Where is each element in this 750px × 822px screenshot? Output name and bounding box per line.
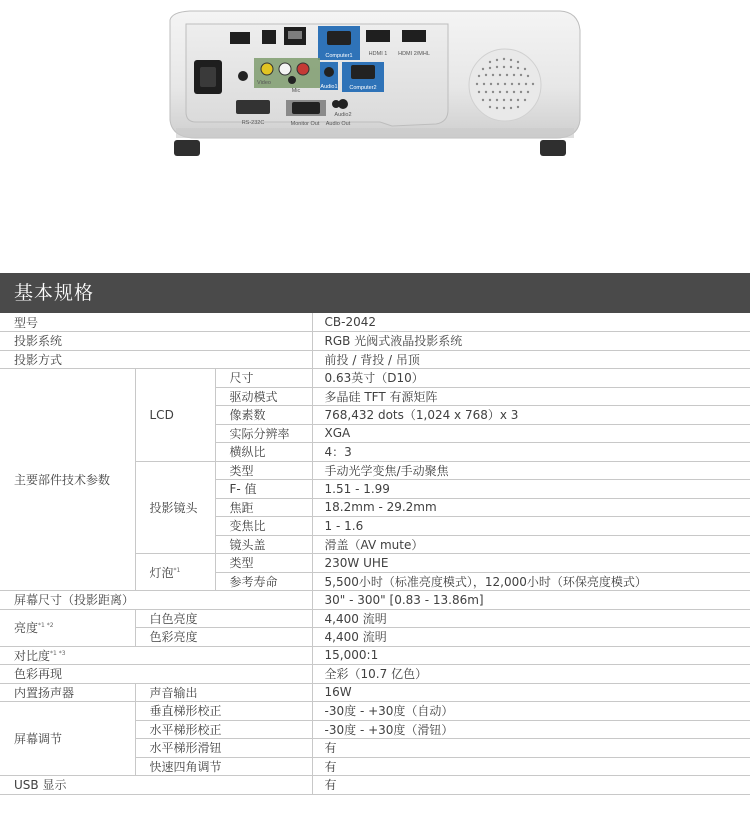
audio1-label: Audio1 xyxy=(320,84,338,90)
row-label: 变焦比 xyxy=(215,517,312,536)
vga-port-computer2-icon xyxy=(351,65,375,79)
monitor-out-port-icon xyxy=(292,102,320,114)
product-image xyxy=(0,0,750,250)
row-label: 实际分辨率 xyxy=(215,424,312,443)
row-label: 尺寸 xyxy=(215,369,312,388)
row-label: 横纵比 xyxy=(215,443,312,462)
row-value: 有 xyxy=(312,757,750,776)
row-value: RGB 光阀式液晶投影系统 xyxy=(312,332,750,351)
group-label-screen-adjust: 屏幕调节 xyxy=(0,702,135,776)
row-label: 型号 xyxy=(0,313,312,332)
row-value: CB-2042 xyxy=(312,313,750,332)
row-value: 4,400 流明 xyxy=(312,628,750,647)
footnote-marker: *1 *2 xyxy=(38,622,54,629)
usb-b-port-icon xyxy=(262,30,276,44)
row-label: 快速四角调节 xyxy=(135,757,312,776)
row-value: 全彩（10.7 亿色） xyxy=(312,665,750,684)
row-value: 有 xyxy=(312,776,750,795)
mic-label: Mic xyxy=(291,88,301,94)
group-label-main-parts: 主要部件技术参数 xyxy=(0,369,135,591)
rs232c-label: RS-232C xyxy=(241,120,265,126)
row-value: 230W UHE xyxy=(312,554,750,573)
subgroup-label-lcd: LCD xyxy=(135,369,215,462)
subgroup-label-lamp: 灯泡$^{*1}$ xyxy=(135,554,215,591)
row-value: -30度 - +30度（滑钮） xyxy=(312,720,750,739)
row-label: 类型 xyxy=(215,461,312,480)
table-row xyxy=(0,683,750,702)
row-value: 滑盖（AV mute） xyxy=(312,535,750,554)
row-sublabel: 声音输出 xyxy=(135,683,312,702)
video-label: Video xyxy=(257,80,271,86)
table-row xyxy=(0,776,750,795)
footnote-marker: *1 xyxy=(173,566,181,574)
row-value: 5,500小时（标准亮度模式），12,000小时（环保亮度模式） xyxy=(312,572,750,591)
hdmi1-port-icon xyxy=(366,30,390,42)
row-value: 1.51 - 1.99 xyxy=(312,480,750,499)
computer1-label: Computer1 xyxy=(325,53,353,59)
spec-section-title: 基本规格 xyxy=(0,273,750,313)
group-label-brightness: 亮度$^{*1 *2}$ xyxy=(0,609,135,646)
row-value: 30" - 300" [0.83 - 13.86m] xyxy=(312,591,750,610)
hdmi1-label: HDMI 1 xyxy=(368,51,388,57)
row-value: 16W xyxy=(312,683,750,702)
monitor-out-label: Monitor Out xyxy=(290,121,320,127)
hdmi2-port-icon xyxy=(402,30,426,42)
audio1-jack-icon xyxy=(324,67,334,77)
front-left-foot xyxy=(174,140,200,156)
row-value: 1 - 1.6 xyxy=(312,517,750,536)
row-label: 像素数 xyxy=(215,406,312,425)
table-row xyxy=(0,332,750,351)
row-label: 镜头盖 xyxy=(215,535,312,554)
footnote-marker: *1 *3 xyxy=(50,649,66,657)
rs232c-port-icon xyxy=(236,100,270,114)
audio-r-jack-icon xyxy=(297,63,309,75)
table-row xyxy=(0,591,750,610)
row-label: 白色亮度 xyxy=(135,609,312,628)
row-value: 4：3 xyxy=(312,443,750,462)
vga-port-computer1-icon xyxy=(327,31,351,45)
table-row xyxy=(0,350,750,369)
row-label: F- 值 xyxy=(215,480,312,499)
table-row xyxy=(0,665,750,684)
audio-l-jack-icon xyxy=(279,63,291,75)
row-label: 水平梯形滑钮 xyxy=(135,739,312,758)
row-label: 垂直梯形校正 xyxy=(135,702,312,721)
row-label: 驱动模式 xyxy=(215,387,312,406)
audio-out-label: Audio Out xyxy=(325,121,351,127)
usb-a-port-icon xyxy=(230,32,250,44)
row-label: 屏幕尺寸（投影距离） xyxy=(0,591,312,610)
row-value: 手动光学变焦/手动聚焦 xyxy=(312,461,750,480)
table-row xyxy=(0,646,750,665)
table-row xyxy=(0,609,750,628)
spec-table xyxy=(0,313,750,795)
computer2-label: Computer2 xyxy=(349,85,377,91)
subgroup-label-lens: 投影镜头 xyxy=(135,461,215,554)
row-label: 类型 xyxy=(215,554,312,573)
row-value: -30度 - +30度（自动） xyxy=(312,702,750,721)
row-label: 内置扬声器 xyxy=(0,683,135,702)
row-value: 多晶硅 TFT 有源矩阵 xyxy=(312,387,750,406)
row-label-contrast: 对比度$^{*1 *3}$ xyxy=(0,646,312,665)
row-value: 4,400 流明 xyxy=(312,609,750,628)
hdmi2-label: HDMI 2/MHL xyxy=(398,51,430,57)
front-right-foot xyxy=(540,140,566,156)
row-label: 投影系统 xyxy=(0,332,312,351)
row-value: XGA xyxy=(312,424,750,443)
audio2-label: Audio2 xyxy=(334,112,352,118)
table-row xyxy=(0,702,750,721)
row-label: 水平梯形校正 xyxy=(135,720,312,739)
row-value: 0.63英寸（D10） xyxy=(312,369,750,388)
row-value: 有 xyxy=(312,739,750,758)
row-label: 色彩亮度 xyxy=(135,628,312,647)
row-value: 768,432 dots（1,024 x 768）x 3 xyxy=(312,406,750,425)
row-value: 18.2mm - 29.2mm xyxy=(312,498,750,517)
row-label: 色彩再现 xyxy=(0,665,312,684)
row-value: 15,000:1 xyxy=(312,646,750,665)
row-label: USB 显示 xyxy=(0,776,312,795)
projector-rear-illustration xyxy=(0,0,750,200)
audio-out-jack-icon xyxy=(332,100,340,108)
mic-jack-icon xyxy=(288,76,296,84)
table-row xyxy=(0,369,750,388)
row-label: 投影方式 xyxy=(0,350,312,369)
row-value: 前投 / 背投 / 吊顶 xyxy=(312,350,750,369)
table-row xyxy=(0,313,750,332)
video-jack-icon xyxy=(261,63,273,75)
security-slot-icon xyxy=(238,71,248,81)
row-label: 参考寿命 xyxy=(215,572,312,591)
row-label: 焦距 xyxy=(215,498,312,517)
